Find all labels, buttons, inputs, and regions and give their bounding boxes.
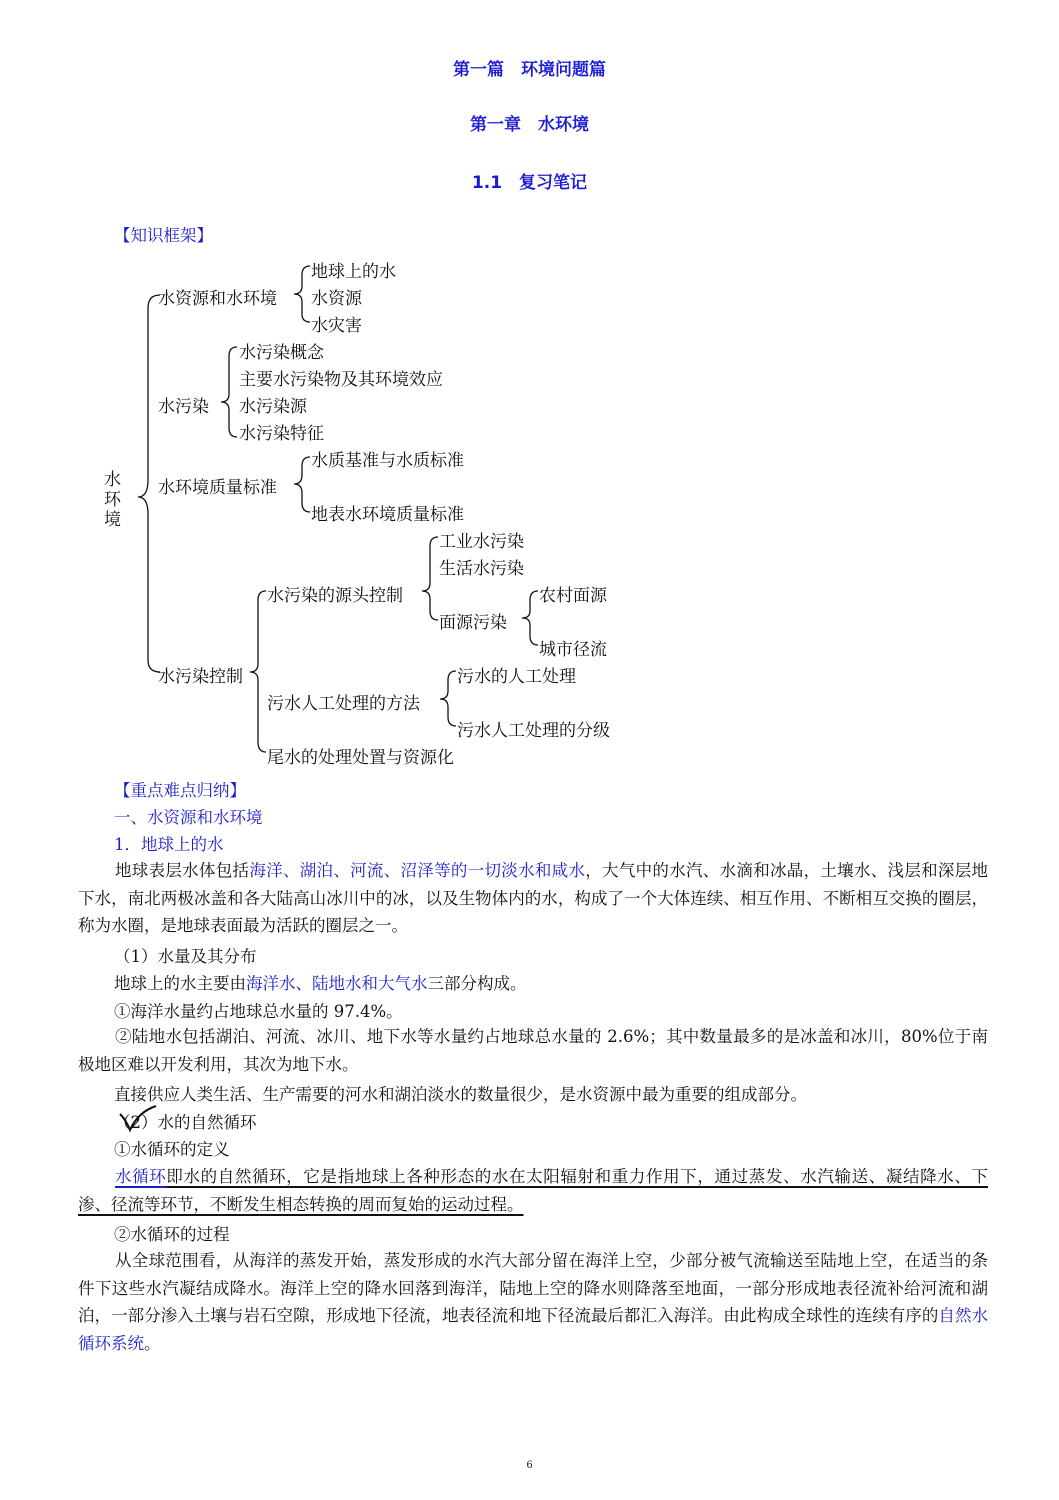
subsection-heading: 1．地球上的水 [114,835,224,854]
brace-source [422,537,438,620]
node: 污水的人工处理 [457,667,576,687]
paragraph-freshwater: 直接供应人类生活、生产需要的河水和湖泊淡水的数量很少，是水资源中最为重要的组成部分。 [114,1085,807,1104]
node: 尾水的处理处置与资源化 [267,748,454,768]
brace-pollution [221,347,237,437]
root-brace [138,295,160,672]
process-heading: ②水循环的过程 [114,1225,230,1244]
node: 水污染概念 [239,343,324,363]
text: ，大气中的水汽、水滴和冰晶，土壤水、浅层和深层地下水，南北两极冰盖和各大陆高山冰川中的冰，以及生物体内的水，构成了一个大体连续、相互作用、不断相互交换的圈层，称为水圈，是地球表面最为活跃的圈层之一。 [78,861,989,935]
node: 水质基准与水质标准 [311,451,464,471]
root-char: 水 [104,470,121,490]
section-heading: 一、水资源和水环境 [114,808,263,827]
highlight-text: 自然水循环系统 [78,1306,989,1353]
text: 三部分构成。 [427,974,527,993]
underlined-text: 即水的自然循环，它是指地球上各种形态的水在太阳辐射和重力作用下，通过蒸发、水汽输送、凝结降水、下渗、径流等环节，不断发生相态转换的周而复始的运动过程。 [78,1167,989,1214]
node: 面源污染 [439,613,507,633]
node: 主要水污染物及其环境效应 [239,370,443,390]
node: 水污染特征 [239,424,324,444]
paragraph-composition [114,970,527,994]
brace-method [440,671,456,726]
node: 城市径流 [539,640,607,660]
item-heading: （1）水量及其分布 [114,947,257,966]
paragraph-land-water: ②陆地水包括湖泊、河流、冰川、地下水等水量约占地球总水量的 2.6%；其中数量最多的是冰盖和冰川，80%位于南极地区难以开发利用，其次为地下水。 [78,1027,988,1074]
page-number: 6 [526,1460,533,1471]
node: 地表水环境质量标准 [311,505,464,525]
mindmap-root [104,470,124,530]
text: 地球上的水主要由 [114,974,246,993]
branch-pollution: 水污染 [158,397,209,417]
node: 工业水污染 [439,532,524,552]
node: 农村面源 [539,586,607,606]
branch-water-resource: 水资源和水环境 [158,289,277,309]
text: 地球表层水体包括 [115,861,250,880]
highlight-text: 海洋、湖泊、河流、沼泽等的一切淡水和咸水 [249,861,586,880]
node: 污水人工处理的方法 [267,694,420,714]
branch-control: 水污染控制 [158,667,243,687]
brace-standard [294,457,310,512]
highlight-text: 海洋水、陆地水和大气水 [246,974,428,993]
paragraph-ocean: ①海洋水量约占地球总水量的 97.4%。 [114,1002,403,1021]
brace-water-resource [294,266,310,322]
framework-label: 【知识框架】 [114,226,213,245]
focus-label: 【重点难点归纳】 [114,781,246,800]
paragraph-hydrosphere [78,857,988,940]
paragraph-definition [78,1163,988,1218]
text: 。 [144,1333,161,1353]
node: 水污染源 [239,397,307,417]
root-char: 环 [104,490,121,510]
node: 水灾害 [311,316,362,336]
branch-standard: 水环境质量标准 [158,478,277,498]
node: 地球上的水 [311,262,396,282]
item-heading: （2）水的自然循环 [114,1113,257,1132]
node: 水污染的源头控制 [267,586,403,606]
text: 从全球范围看，从海洋的蒸发开始，蒸发形成的水汽大部分留在海洋上空，少部分被气流输送至陆地上空，在适当的条件下这些水汽凝结成降水。海洋上空的降水回落到海洋，陆地上空的降水则降落至地面，一部分形成地表径流补给河流和湖泊，一部分渗入土壤与岩石空隙，形成地下径流，地表径流和地下径流最后都汇入海洋。由此构成全球性的连续有序的 [78,1251,988,1325]
definition-heading: ①水循环的定义 [114,1140,230,1159]
brace-nonpoint [522,591,538,645]
node: 生活水污染 [439,559,524,579]
section-title: 1.1 复习笔记 [471,173,588,193]
root-char: 境 [104,510,121,530]
node: 水资源 [311,289,362,309]
brace-control [250,591,266,752]
part-title: 第一篇 环境问题篇 [453,60,606,80]
chapter-title: 第一章 水环境 [470,115,589,135]
paragraph-process [78,1247,988,1357]
checkmark-annotation [118,1104,158,1134]
node: 污水人工处理的分级 [457,721,610,741]
highlight-text: 水循环 [115,1167,167,1186]
